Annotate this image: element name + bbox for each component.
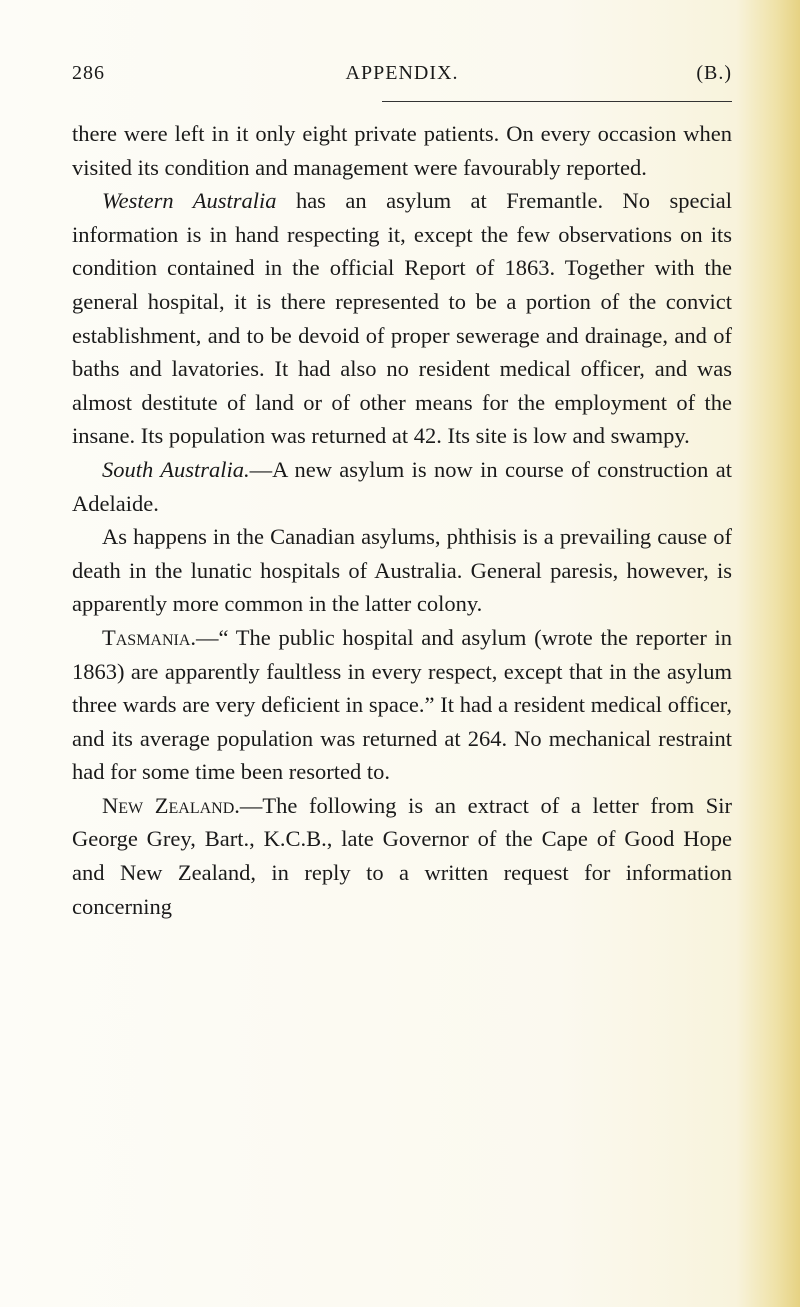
section-mark: (B.) (696, 62, 732, 84)
body-text (72, 117, 732, 923)
paragraph-text: has an asylum at Fremantle. No special information is in hand respecting it, except the few observations on its condition contained in the official Report of 1863. Together with the general hospital, it is there represented to be a portion of the convict establishment, and to be devoid of proper sewerage and drainage, and of baths and lavatories. It had also no resident medical officer, and was almost destitute of land or of other means for the employment of the insane. Its population was returned at 42. Its site is low and swampy. (72, 188, 732, 449)
paragraph-continuation (72, 117, 732, 184)
paragraph-lead-south-australia: South Australia. (102, 456, 250, 482)
paragraph-western-australia (72, 184, 732, 453)
running-head-title: APPENDIX. (345, 62, 459, 84)
paragraph-text: there were left in it only eight private patients. On every occasion when visited its condition and management were favourably reported. (72, 121, 732, 180)
paragraph-lead-tasmania: Tasmania. (102, 624, 197, 650)
paragraph-lead-western-australia: Western Australia (102, 188, 277, 214)
paragraph-new-zealand (72, 789, 732, 923)
paragraph-text: As happens in the Canadian asylums, phthisis is a prevailing cause of death in the lunatic hospitals of Australia. General paresis, however, is apparently more common in the latter colony. (72, 524, 732, 617)
page-number: 286 (72, 62, 105, 84)
running-head (72, 62, 732, 92)
paragraph-tasmania (72, 621, 732, 789)
paragraph-lead-new-zealand: New Zealand. (102, 792, 240, 818)
header-rule (382, 101, 732, 102)
paragraph-south-australia (72, 453, 732, 520)
paragraph-text: —“ The public hospital and asylum (wrote the reporter in 1863) are apparently faultless in every respect, except that in the asylum three wards are very deficient in space.” It had a resident medical officer, and its average population was returned at 264. No mechanical restraint had for some time been resorted to. (72, 624, 732, 785)
paragraph-phthisis (72, 520, 732, 621)
paragraph-text: —A new asylum is now in course of construction at Adelaide. (72, 456, 732, 516)
paragraph-text: —The following is an extract of a letter from Sir George Grey, Bart., K.C.B., late Governor of the Cape of Good Hope and New Zealand, in reply to a written request for information concerning (72, 792, 732, 919)
